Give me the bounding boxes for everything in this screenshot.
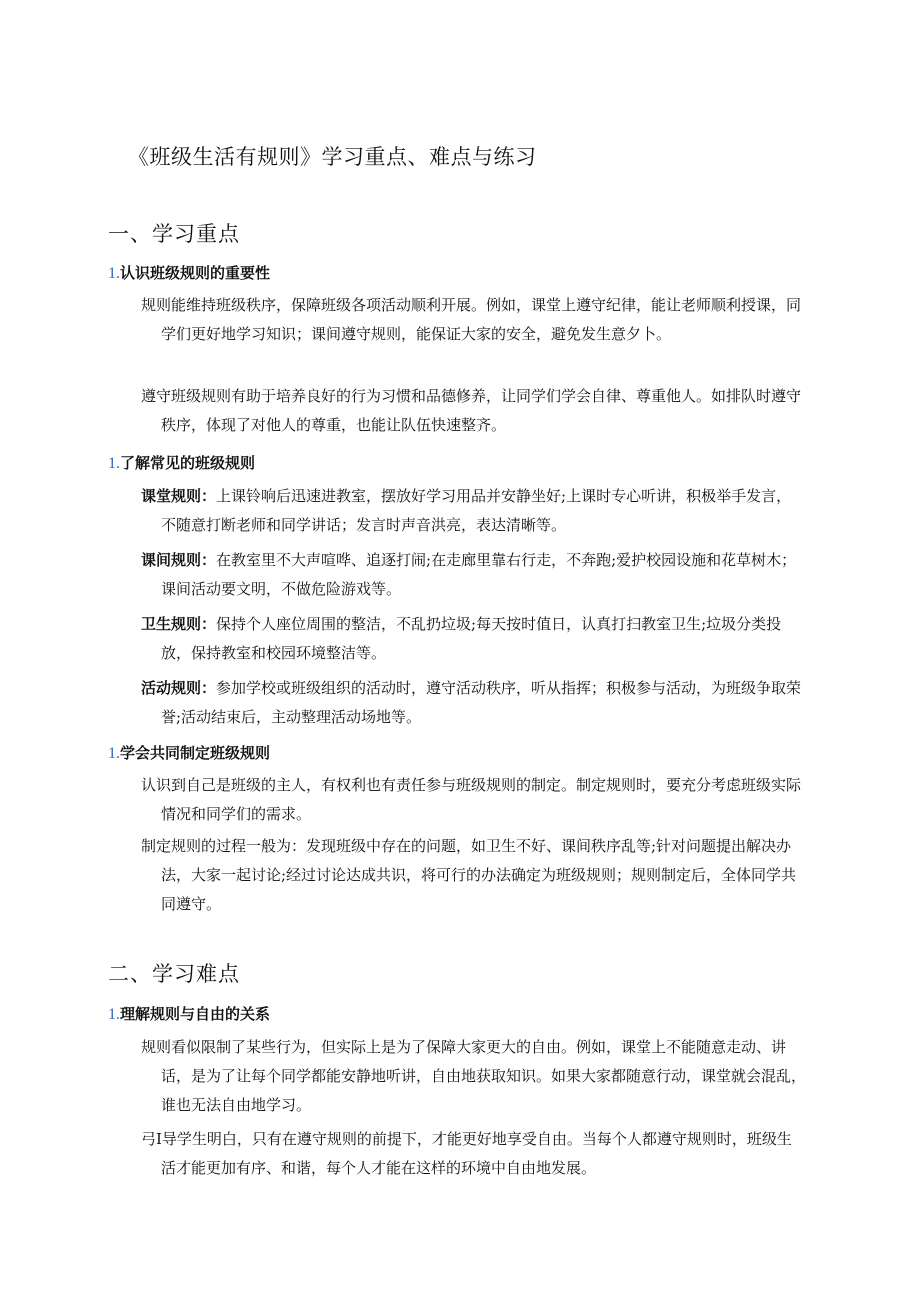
subsection-title: 了解常见的班级规则	[120, 454, 256, 472]
section-heading-key-points: 一、学习重点	[108, 222, 240, 246]
rule-label: 卫生规则：	[141, 615, 217, 633]
subsection-heading	[108, 452, 255, 473]
list-number: 1.	[108, 1006, 120, 1023]
rule-item-activity	[141, 674, 806, 732]
rule-label: 课堂规则：	[141, 487, 217, 505]
paragraph: 遵守班级规则有助于培养良好的行为习惯和品德修养，让同学们学会自律、尊重他人。如排队时遵守秩序，体现了对他人的尊重，也能让队伍快速整齐。	[141, 387, 802, 434]
section-heading-difficulties: 二、学习难点	[108, 962, 240, 986]
paragraph: 弓I导学生明白，只有在遵守规则的前提下，才能更好地享受自由。当每个人都遵守规则时，班级生活才能更加有序、和谐，每个人才能在这样的环境中自由地发展。	[141, 1130, 792, 1177]
paragraph: 规则能维持班级秩序，保障班级各项活动顺利开展。例如，课堂上遵守纪律，能让老师顺利授课，同学们更好地学习知识；课间遵守规则，能保证大家的安全，避免发生意夕卜。	[141, 296, 802, 343]
document-title: 《班级生活有规则》学习重点、难点与练习	[128, 145, 537, 169]
rule-text: 参加学校或班级组织的活动时，遵守活动秩序，听从指挥；积极参与活动，为班级争取荣誉;活动结束后，主动整理活动场地等。	[161, 679, 802, 726]
rule-text: 上课铃响后迅速进教室，摆放好学习用品并安静坐好;上课时专心听讲，积极举手发言，不随意打断老师和同学讲话；发言时声音洪亮，表达清晰等。	[161, 487, 792, 534]
subsection-title: 认识班级规则的重要性	[120, 264, 271, 282]
list-number: 1.	[108, 745, 120, 762]
rule-item-classroom	[141, 482, 806, 540]
rule-text: 保持个人座位周围的整洁，不乱扔垃圾;每天按时值日，认真打扫教室卫生;垃圾分类投放，保持教室和校园环境整洁等。	[161, 615, 782, 662]
rule-text: 在教室里不大声喧哗、追逐打闹;在走廊里靠右行走，不奔跑;爱护校园设施和花草树木；课间活动要文明，不做危险游戏等。	[161, 551, 797, 598]
subsection-heading	[108, 1003, 270, 1024]
subsection-title: 理解规则与自由的关系	[120, 1005, 271, 1023]
list-number: 1.	[108, 455, 120, 472]
paragraph: 规则看似限制了某些行为，但实际上是为了保障大家更大的自由。例如，课堂上不能随意走动、讲话，是为了让每个同学都能安静地听讲，自由地获取知识。如果大家都随意行动，课堂就会混乱，谁也无法自由地学习。	[141, 1038, 807, 1114]
paragraph: 认识到自己是班级的主人，有权利也有责任参与班级规则的制定。制定规则时，要充分考虑班级实际情况和同学们的需求。	[141, 776, 802, 823]
rule-label: 活动规则：	[141, 679, 217, 697]
subsection-title: 学会共同制定班级规则	[120, 744, 271, 762]
list-number: 1.	[108, 265, 120, 282]
rule-item-break	[141, 546, 806, 604]
paragraph: 制定规则的过程一般为：发现班级中存在的问题，如卫生不好、课间秩序乱等;针对问题提出解决办法，大家一起讨论;经过讨论达成共识，将可行的办法确定为班级规则；规则制定后，全体同学共同遵守。	[141, 837, 797, 913]
subsection-heading	[108, 262, 270, 283]
subsection-heading	[108, 742, 270, 763]
rule-item-hygiene	[141, 610, 806, 668]
rule-label: 课间规则：	[141, 551, 217, 569]
